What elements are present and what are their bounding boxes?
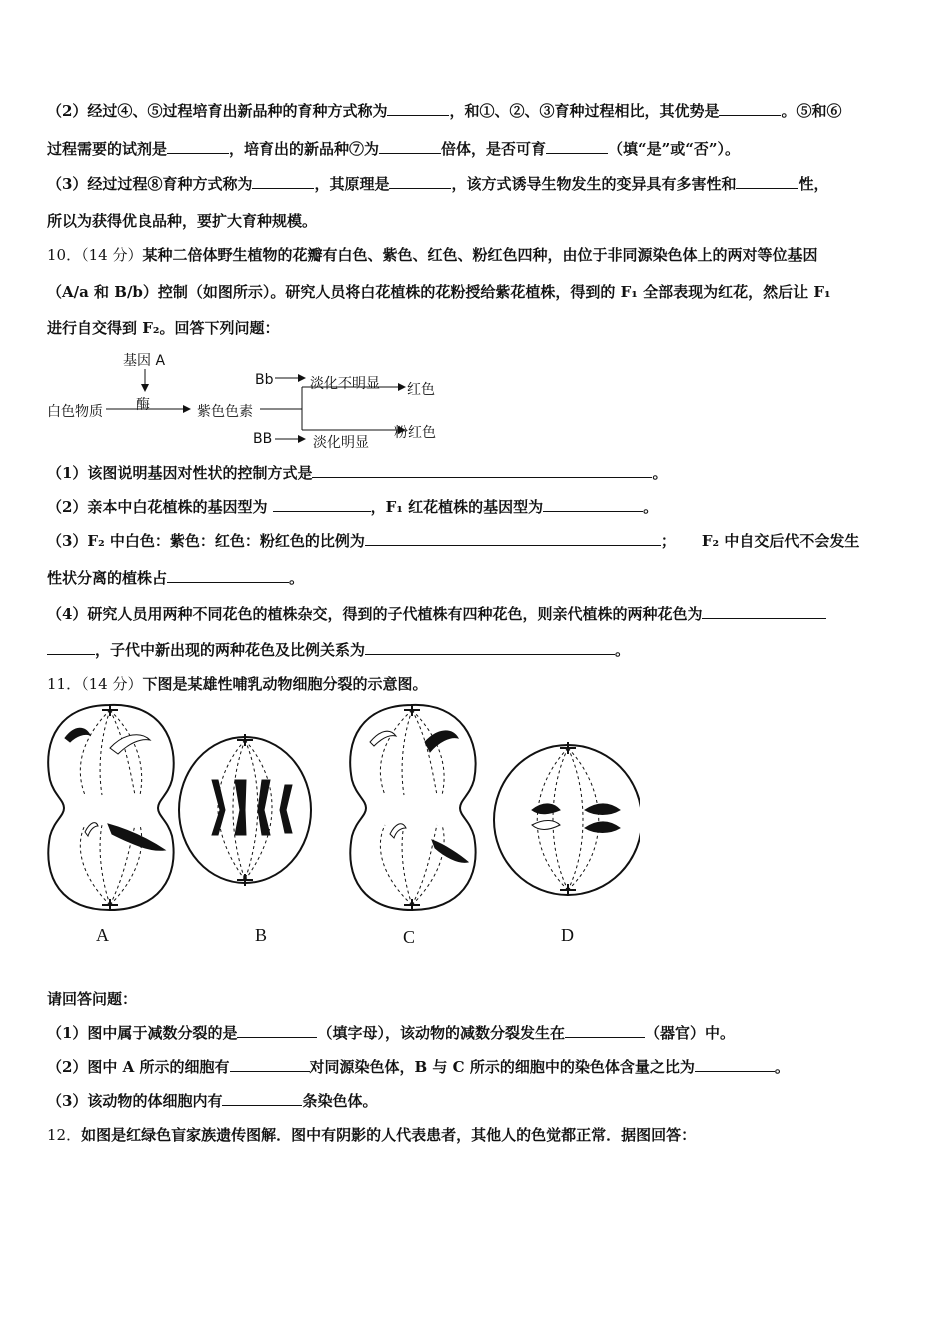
cell-division-figure — [40, 700, 640, 920]
answer-blank[interactable] — [222, 1091, 302, 1106]
cell-label-c: C — [403, 927, 416, 947]
answer-blank[interactable] — [736, 174, 798, 189]
q9-p2-text-c: 。⑤和⑥ — [781, 102, 842, 120]
q10-q3-text-b: ； — [660, 532, 676, 550]
q9-p3-text-c: ，该方式诱导生物发生的变异具有多害性和 — [451, 175, 737, 193]
period: 。 — [289, 569, 305, 587]
diagram-bb-hom: BB — [253, 431, 273, 447]
answer-blank[interactable] — [252, 174, 314, 189]
period: 。 — [643, 498, 659, 516]
q9-line-3 — [47, 174, 829, 194]
answer-blank[interactable] — [312, 463, 652, 478]
q11-stem: 下图是某雄性哺乳动物细胞分裂的示意图。 — [142, 675, 428, 693]
q12-stem: 如图是红绿色盲家族遗传图解．图中有阴影的人代表患者，其他人的色觉都正常．据图回答： — [81, 1126, 697, 1144]
q10-q4-line-2 — [47, 640, 630, 660]
q10-q2-text-b: ，F₁ 红花植株的基因型为 — [370, 498, 544, 516]
q10-q3-line-2 — [47, 568, 304, 588]
answer-blank[interactable] — [273, 497, 371, 512]
answer-blank[interactable] — [365, 640, 615, 655]
q10-score: （14 分） — [81, 246, 143, 264]
q11-q2-text-b: 对同源染色体，B 与 C 所示的细胞中的染色体含量之比为 — [309, 1058, 695, 1076]
q9-p2-text-f: 倍体，是否可育 — [441, 140, 547, 158]
diagram-enzyme: 酶 — [136, 397, 150, 413]
q10-q3-line — [47, 531, 859, 551]
diagram-pink: 粉红色 — [394, 425, 436, 441]
q9-p2-text-d: 过程需要的试剂是 — [47, 140, 168, 158]
q10-stem-2: （A/a 和 B/b）控制（如图所示）。研究人员将白花植株的花粉授给紫花植株，得到的 F₁ 全部表现为红花，然后让 F₁ — [47, 283, 831, 301]
q9-p3-text-d: 性， — [798, 175, 829, 193]
q11-stem-line — [47, 674, 427, 694]
answer-blank[interactable] — [230, 1057, 310, 1072]
q12-number: 12． — [47, 1126, 82, 1144]
answer-blank[interactable] — [237, 1023, 317, 1038]
q11-q1-text-b: （填字母），该动物的减数分裂发生在 — [317, 1024, 565, 1042]
cell-label-b: B — [255, 925, 268, 945]
answer-blank[interactable] — [543, 497, 643, 512]
q11-number: 11． — [47, 675, 82, 693]
q9-p3-text-e: 所以为获得优良品种，要扩大育种规模。 — [47, 212, 318, 230]
answer-blank[interactable] — [719, 101, 781, 116]
q11-q1-text-a: （1）图中属于减数分裂的是 — [47, 1024, 238, 1042]
q11-prompt: 请回答问题： — [47, 990, 138, 1008]
period: 。 — [652, 464, 668, 482]
q11-q2-line — [47, 1057, 790, 1077]
q10-q4-line — [47, 604, 826, 624]
cell-d-membrane — [494, 745, 640, 895]
q10-stem-3: 进行自交得到 F₂。回答下列问题： — [47, 319, 280, 337]
q9-p2-text-e: ，培育出的新品种⑦为 — [229, 140, 380, 158]
answer-blank[interactable] — [167, 139, 229, 154]
q11-q2-text-a: （2）图中 A 所示的细胞有 — [47, 1058, 230, 1076]
q10-q3-text-a: （3）F₂ 中白色：紫色：红色：粉红色的比例为 — [47, 532, 365, 550]
answer-blank[interactable] — [365, 531, 661, 546]
answer-blank[interactable] — [565, 1023, 645, 1038]
q10-q3-text-c: F₂ 中自交后代不会发生 — [701, 532, 860, 550]
q11-q3-line — [47, 1091, 377, 1111]
q12-stem-line — [47, 1125, 696, 1145]
q10-stem-line-1 — [47, 245, 817, 265]
answer-blank[interactable] — [546, 139, 608, 154]
diagram-purple: 紫色色素 — [197, 404, 253, 420]
q10-q4-text-a: （4）研究人员用两种不同花色的植株杂交，得到的子代植株有四种花色，则亲代植株的两种花色为 — [47, 605, 703, 623]
answer-blank[interactable] — [702, 604, 826, 619]
q10-stem-1: 某种二倍体野生植物的花瓣有白色、紫色、红色、粉红色四种，由位于非同源染色体上的两对等位基因 — [142, 246, 818, 264]
answer-blank[interactable] — [389, 174, 451, 189]
diagram-light-fade: 淡化不明显 — [310, 376, 380, 392]
diagram-gene-a: 基因 A — [123, 353, 166, 369]
q11-q1-text-c: （器官）中。 — [644, 1024, 735, 1042]
q11-q1-line — [47, 1023, 735, 1043]
answer-blank[interactable] — [47, 640, 95, 655]
q11-q3-text-b: 条染色体。 — [302, 1092, 378, 1110]
q10-stem-line-3 — [47, 318, 279, 338]
q9-line-2 — [47, 139, 740, 159]
q9-p3-text-a: （3）经过过程⑧育种方式称为 — [47, 175, 253, 193]
q10-number: 10． — [47, 246, 82, 264]
diagram-red: 红色 — [407, 382, 435, 398]
q10-q1-line — [47, 463, 667, 483]
period: 。 — [774, 1058, 790, 1076]
diagram-bb-het: Bb — [255, 372, 274, 388]
q9-line-1 — [47, 101, 841, 121]
q10-q4-text-b: ，子代中新出现的两种花色及比例关系为 — [95, 641, 366, 659]
cell-label-d: D — [561, 925, 574, 945]
q10-q3-text-d: 性状分离的植株占 — [47, 569, 168, 587]
q9-p2-text-a: （2）经过④、⑤过程培育出新品种的育种方式称为 — [47, 102, 388, 120]
q10-q1-text: （1）该图说明基因对性状的控制方式是 — [47, 464, 313, 482]
q11-q3-text-a: （3）该动物的体细胞内有 — [47, 1092, 223, 1110]
q10-q2-text-a: （2）亲本中白花植株的基因型为 — [47, 498, 273, 516]
q9-line-4 — [47, 211, 317, 231]
q10-q2-line — [47, 497, 658, 517]
q10-stem-line-2 — [47, 282, 831, 302]
diagram-strong-fade: 淡化明显 — [313, 435, 369, 451]
answer-blank[interactable] — [167, 568, 289, 583]
diagram-white: 白色物质 — [47, 404, 103, 420]
q9-p3-text-b: ，其原理是 — [314, 175, 390, 193]
answer-blank[interactable] — [379, 139, 441, 154]
answer-blank[interactable] — [695, 1057, 775, 1072]
q11-prompt-line — [47, 989, 137, 1009]
q9-p2-text-g: （填“是”或“否”）。 — [608, 140, 741, 158]
answer-blank[interactable] — [387, 101, 449, 116]
q9-p2-text-b: ，和①、②、③育种过程相比，其优势是 — [449, 102, 720, 120]
q11-score: （14 分） — [81, 675, 143, 693]
period: 。 — [615, 641, 631, 659]
cell-label-a: A — [96, 925, 109, 945]
